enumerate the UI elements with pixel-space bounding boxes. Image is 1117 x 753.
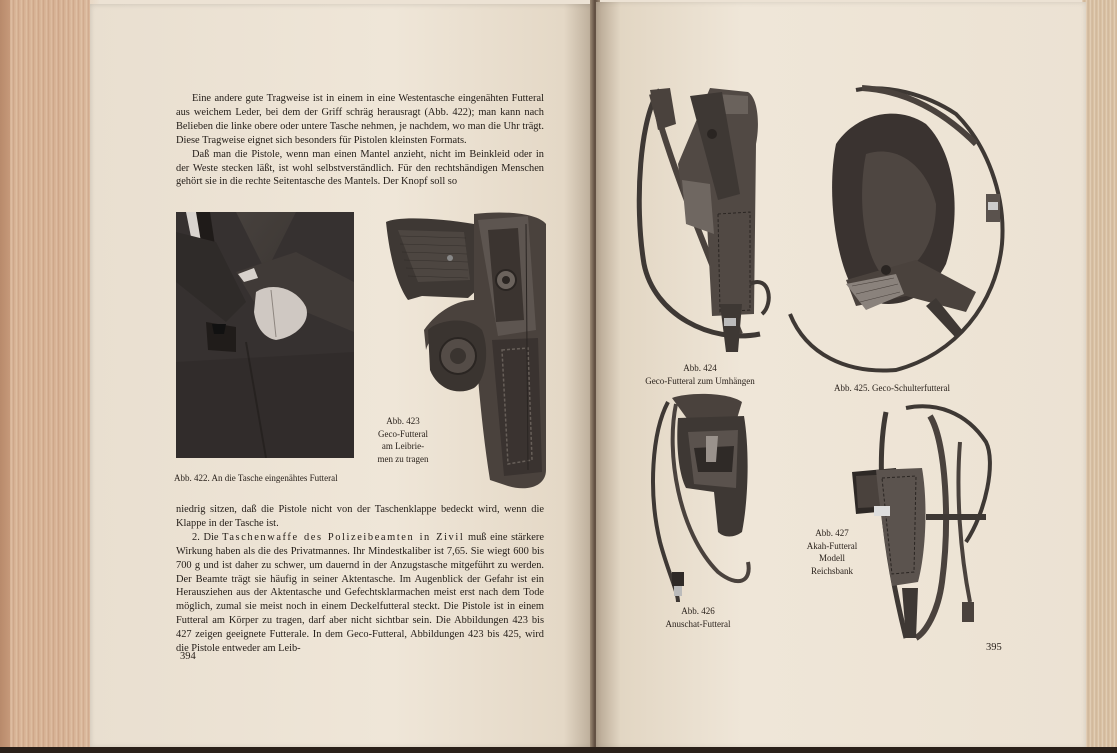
caption-abb-422: Abb. 422. An die Tasche eingenähtes Futteral	[174, 473, 338, 483]
holster-abb-426	[648, 392, 758, 606]
caption-abb-424	[640, 362, 760, 387]
holster-abb-427	[846, 402, 1006, 642]
paragraph-1: Eine andere gute Tragweise ist in einem in eine Westentasche eingenähten Futteral aus weichem Leder, bei dem der Griff schräg herausragt (Abb. 422); man kann nach Belieben die linke obere oder untere Tasche nehmen, je nachdem, wo man die Uhr trägt. Diese Tragweise eignet sich besonders für Pistolen kleinsten Formats.	[176, 93, 544, 146]
page-edges-right	[1082, 0, 1117, 753]
caption-423-line-3: am Leibrie-	[381, 441, 425, 451]
caption-427-line-4: Reichsbank	[811, 565, 853, 576]
caption-abb-425: Abb. 425. Geco-Schulterfutteral	[834, 383, 950, 393]
caption-427-line-3: Modell	[819, 553, 845, 563]
caption-424-line-2: Geco-Futteral zum Umhängen	[645, 375, 755, 386]
caption-423-line-1: Abb. 423	[386, 416, 420, 426]
left-text-bottom	[176, 503, 544, 656]
caption-424-line-1: Abb. 424	[683, 363, 717, 373]
caption-426-line-2: Anuschat-Futteral	[665, 618, 731, 629]
caption-426-line-1: Abb. 426	[681, 606, 715, 616]
caption-423-line-2: Geco-Futteral	[378, 428, 428, 439]
paragraph-4	[176, 531, 544, 656]
section-2-body: muß eine stärkere Wirkung haben als die des Privatmannes. Ihr Mindestkaliber ist 7,65. Sie wiegt 600 bis 700 g und ist daher zu schwer, um dauernd in der Anzugstasche mitgeführt zu werden. Der Beamte trägt sie häufig in seiner Aktentasche. Im Augenblick der Gefahr ist ein Herausziehen aus der Aktentasche und Gefechtsklarmachen meist erst nach dem Tode möglich, zumal sie meist noch in einem Deckelfutteral steckt. Die Pistole ist in einem Futteral am Körper zu tragen, darf aber nicht sichtbar sein. Die Abbildungen 423 bis 427 zeigen geeignete Futterale. In dem Geco-Futteral, Abbildungen 423 bis 425, wird die Pistole entweder am Leib-	[176, 531, 544, 655]
page-number-right: 395	[986, 642, 1002, 653]
man-in-suit-photo	[176, 212, 354, 458]
left-text-top	[176, 92, 544, 189]
caption-427-line-1: Abb. 427	[815, 528, 849, 538]
section-2-prefix: 2. Die	[192, 531, 223, 543]
holster-abb-425	[786, 84, 1012, 374]
caption-abb-423	[370, 415, 436, 465]
page-edges-left	[10, 0, 90, 753]
section-2-heading: Taschenwaffe des Polizeibeamten in Zivil	[222, 531, 465, 543]
paragraph-2: Daß man die Pistole, wenn man einen Mantel anzieht, nicht im Beinkleid oder in der Weste stecken läßt, ist wohl selbstverständlich. Für den rechtshändigen Menschen gehört sie in die rechte Seitentasche des Mantels. Der Knopf soll so	[176, 148, 544, 188]
caption-abb-426	[650, 605, 746, 630]
paragraph-3: niedrig sitzen, daß die Pistole nicht von der Taschenklappe bedeckt wird, wenn die Klappe in der Tasche ist.	[176, 504, 544, 529]
holster-abb-424	[630, 84, 778, 356]
book-bottom-edge	[0, 747, 1117, 753]
photo-abb-422	[176, 212, 354, 458]
caption-427-line-2: Akah-Futteral	[806, 540, 858, 551]
caption-423-line-4: men zu tragen	[377, 453, 429, 464]
caption-abb-427	[800, 527, 864, 577]
page-number-left: 394	[180, 651, 196, 662]
